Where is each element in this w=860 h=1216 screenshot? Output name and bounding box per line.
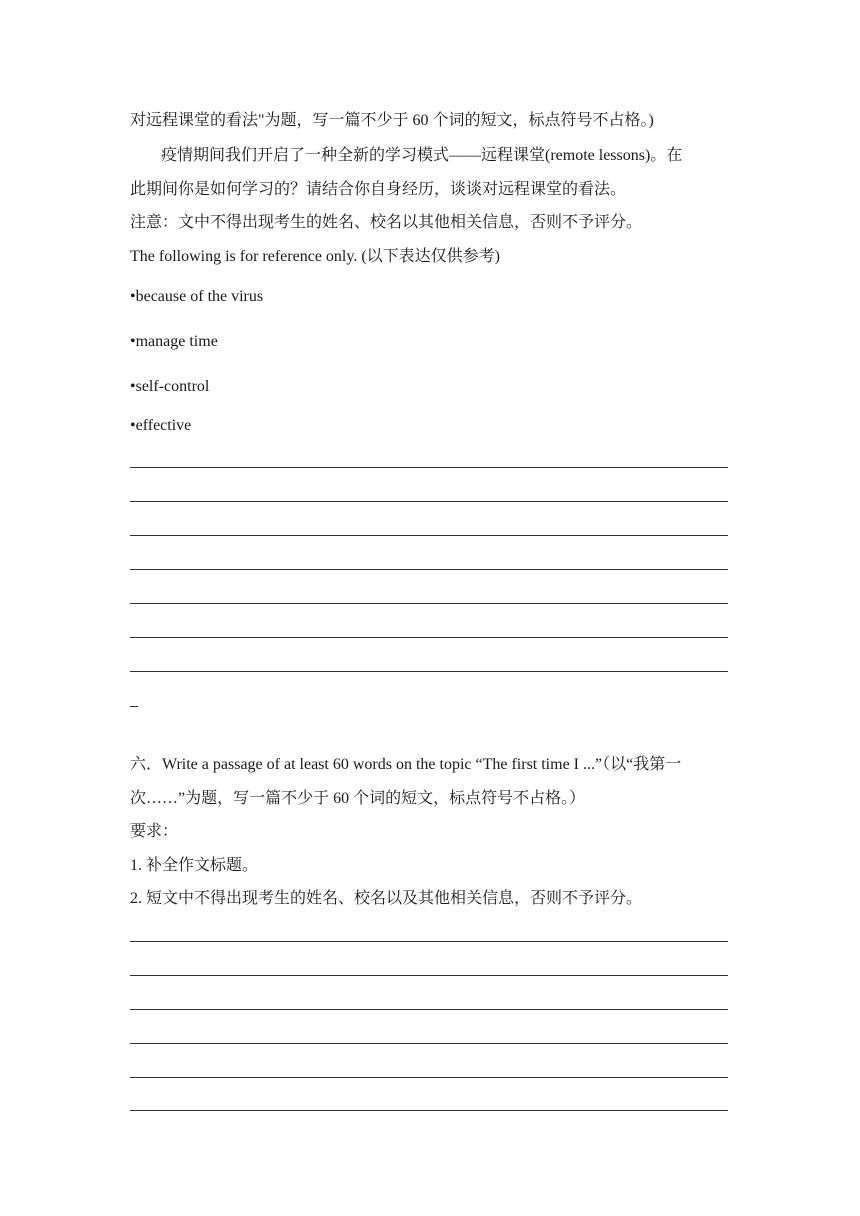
reference-intro: The following is for reference only. (以下表达仅供参考) <box>130 248 500 265</box>
answer-line[interactable] <box>130 467 728 468</box>
requirement-item: 2. 短文中不得出现考生的姓名、校名以及其他相关信息，否则不予评分。 <box>130 890 643 907</box>
hint-item: •self-control <box>130 378 210 395</box>
requirements-label: 要求： <box>130 823 179 840</box>
answer-line[interactable] <box>130 671 728 672</box>
answer-line[interactable] <box>130 1043 728 1044</box>
answer-line[interactable] <box>130 941 728 942</box>
answer-line[interactable] <box>130 1110 728 1111</box>
answer-line[interactable] <box>130 637 728 638</box>
section5-notice: 注意：文中不得出现考生的姓名、校名以其他相关信息，否则不予评分。 <box>130 214 643 231</box>
hint-item: •effective <box>130 417 192 434</box>
section5-title-end: 对远程课堂的看法"为题，写一篇不少于 60 个词的短文，标点符号不占格。) <box>130 112 654 129</box>
answer-line[interactable] <box>130 975 728 976</box>
answer-line[interactable] <box>130 535 728 536</box>
section5-prompt-line1: 疫情期间我们开启了一种全新的学习模式——远程课堂(remote lessons)。在 <box>161 147 683 164</box>
answer-line[interactable] <box>130 603 728 604</box>
answer-line[interactable] <box>130 569 728 570</box>
answer-line[interactable] <box>130 1009 728 1010</box>
section6-title-line2: 次……”为题，写一篇不少于 60 个词的短文，标点符号不占格。） <box>130 790 586 807</box>
answer-line-end <box>130 706 138 707</box>
section6-title-line1: 六．Write a passage of at least 60 words on the topic “The first time I ...”（以“我第一 <box>130 756 682 773</box>
hint-item: •because of the virus <box>130 288 264 305</box>
section5-prompt-line2: 此期间你是如何学习的？请结合你自身经历，谈谈对远程课堂的看法。 <box>130 181 627 198</box>
answer-line[interactable] <box>130 1077 728 1078</box>
requirement-item: 1. 补全作文标题。 <box>130 857 259 874</box>
answer-line[interactable] <box>130 501 728 502</box>
hint-item: •manage time <box>130 333 218 350</box>
